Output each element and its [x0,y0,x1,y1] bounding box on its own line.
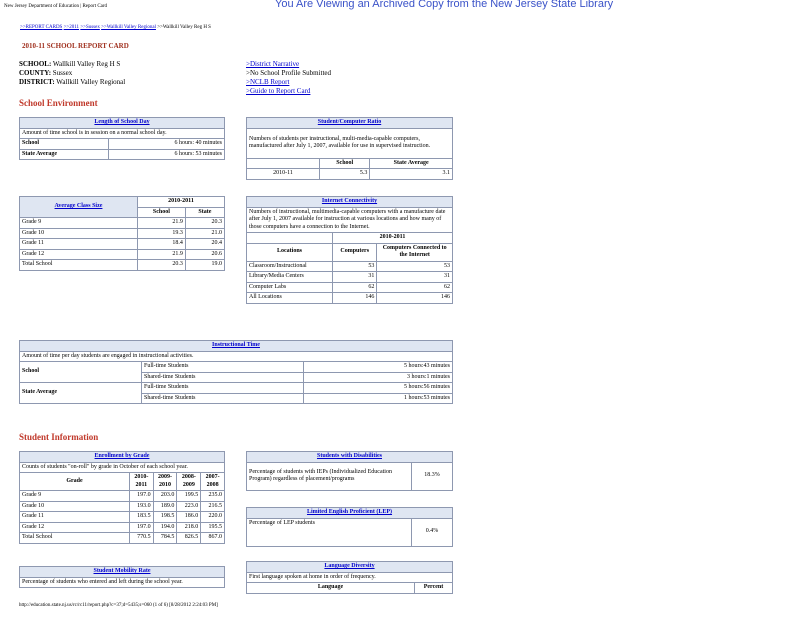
cell: 770.5 [130,533,154,544]
row-label: Grade 10 [20,228,138,239]
cell-connected: 146 [377,293,453,304]
breadcrumb-sussex[interactable]: >>Sussex [80,25,100,30]
table-row [20,491,225,502]
lep-table [246,507,453,547]
internet-table [246,196,453,304]
table-row [20,512,225,523]
cell-type: Shared-time Students [142,372,304,383]
internet-year: 2010-2011 [333,233,453,244]
row-label: School [20,139,109,150]
internet-desc: Numbers of instructional, multimedia-capable computers with a manufacture date after July 1, 2007 available for instruction at various locations and how many of those computers have a connection to the Internet. [247,207,453,233]
section-school-environment: School Environment [19,98,98,108]
row-label: Grade 9 [20,218,138,229]
mobility-desc: Percentage of students who entered and left during the school year. [20,577,225,588]
cell: 867.0 [201,533,225,544]
table-row [247,272,453,283]
archive-banner: You Are Viewing an Archived Copy from the New Jersey State Library [275,0,614,10]
lep-title[interactable]: Limited English Proficient (LEP) [247,508,453,519]
table-row [20,501,225,512]
cell-school: 19.3 [138,228,186,239]
no-profile-text: >No School Profile Submitted [246,69,332,77]
table-row [20,228,225,239]
cell: 198.5 [153,512,177,523]
computer-ratio-title[interactable]: Student/Computer Ratio [247,118,453,129]
cell-value: 5 hours:56 minutes [304,383,453,394]
table-row [20,139,225,150]
cell: 193.0 [130,501,154,512]
table-row [247,261,453,272]
col-state: State [185,207,224,218]
table-row [20,249,225,260]
breadcrumb-2011[interactable]: >>2011 [63,25,80,30]
county-name: Sussex [52,69,73,77]
col-computers: Computers [333,243,377,261]
county-label: COUNTY: [19,69,52,77]
cell: 216.5 [201,501,225,512]
breadcrumb-report-cards[interactable]: >>REPORT CARDS [20,25,63,30]
row-label: Computer Labs [247,282,333,293]
language-title[interactable]: Language Diversity [247,562,453,573]
table-row [20,260,225,271]
cell-state: 20.6 [185,249,224,260]
cell: 203.0 [153,491,177,502]
section-student-information: Student Information [19,432,99,442]
instructional-time-title[interactable]: Instructional Time [20,341,453,352]
cell-school: 20.3 [138,260,186,271]
table-row [20,362,453,373]
row-value: 6 hours: 40 minutes [108,139,224,150]
guide-link[interactable]: >Guide to Report Card [246,87,311,95]
school-label: SCHOOL: [19,60,52,68]
col-year: 2009-2010 [153,473,177,491]
cell-computers: 62 [333,282,377,293]
cell-value: 3 hours:1 minutes [304,372,453,383]
row-label: Grade 11 [20,512,130,523]
col-grade: Grade [20,473,130,491]
col-state: State Average [370,158,453,169]
district-label: DISTRICT: [19,78,55,86]
lep-desc: Percentage of LEP students [247,518,412,546]
cell: 220.0 [201,512,225,523]
col-percent: Percent [415,583,453,594]
row-label: Total School [20,260,138,271]
col-school: School [320,158,370,169]
computer-ratio-table [246,117,453,180]
class-size-table [19,196,225,271]
nclb-report-link[interactable]: >NCLB Report [246,78,290,86]
col-school: School [138,207,186,218]
computer-ratio-desc: Numbers of students per instructional, multi-media-capable computers, manufactured after July 1, 2007, available for use in supervised instruction. [247,128,453,158]
cell-connected: 53 [377,261,453,272]
cell-school: 21.9 [138,218,186,229]
cell-type: Full-time Students [142,362,304,373]
enrollment-desc: Counts of students "on-roll" by grade in October of each school year. [20,462,225,473]
row-label: Grade 12 [20,522,130,533]
col-connected: Computers Connected to the Internet [377,243,453,261]
cell-connected: 62 [377,282,453,293]
language-desc: First language spoken at home in order of frequency. [247,572,453,583]
lep-value: 0.4% [412,518,453,546]
cell-type: Full-time Students [142,383,304,394]
ratio-state: 3.1 [370,169,453,180]
disabilities-value: 18.3% [412,462,453,490]
cell-value: 5 hours:43 minutes [304,362,453,373]
cell: 197.0 [130,522,154,533]
internet-title[interactable]: Internet Connectivity [247,197,453,208]
disabilities-table [246,451,453,491]
table-row [247,169,453,180]
row-label: Total School [20,533,130,544]
row-label: 2010-11 [247,169,320,180]
cell-state: 21.0 [185,228,224,239]
cell: 195.5 [201,522,225,533]
table-row [20,522,225,533]
cell-state: 20.3 [185,218,224,229]
cell: 199.5 [177,491,201,502]
enrollment-table [19,451,225,544]
table-row [20,149,225,160]
breadcrumb-district[interactable]: >>Wallkill Valley Regional [101,25,156,30]
cell: 186.0 [177,512,201,523]
disabilities-desc: Percentage of students with IEPs (Individualized Education Program) regardless of placement/programs [247,462,412,490]
length-of-day-desc: Amount of time school is in session on a normal school day. [20,128,225,139]
row-label: School [20,362,142,383]
ratio-school: 5.3 [320,169,370,180]
cell-connected: 31 [377,272,453,283]
row-label: Grade 11 [20,239,138,250]
table-row [247,282,453,293]
cell: 235.0 [201,491,225,502]
mobility-title[interactable]: Student Mobility Rate [20,567,225,578]
col-year: 2008-2009 [177,473,201,491]
row-label: All Locations [247,293,333,304]
instructional-time-desc: Amount of time per day students are engaged in instructional activities. [20,351,453,362]
district-narrative-link[interactable]: >District Narrative [246,60,300,68]
mobility-table [19,566,225,588]
row-value: 6 hours: 53 minutes [108,149,224,160]
cell-computers: 146 [333,293,377,304]
cell: 218.0 [177,522,201,533]
table-row [20,239,225,250]
enrollment-title[interactable]: Enrollment by Grade [20,452,225,463]
col-locations: Locations [247,243,333,261]
table-row [20,218,225,229]
cell-computers: 31 [333,272,377,283]
row-label: Grade 12 [20,249,138,260]
instructional-time-table [19,340,453,404]
table-row [20,533,225,544]
row-label: Grade 9 [20,491,130,502]
school-info [19,60,125,87]
row-label: Classroom/Instructional [247,261,333,272]
cell-school: 18.4 [138,239,186,250]
table-row [20,383,453,394]
cell: 183.5 [130,512,154,523]
length-of-day-title[interactable]: Length of School Day [20,118,225,129]
cell: 189.0 [153,501,177,512]
cell: 194.0 [153,522,177,533]
cell-school: 21.9 [138,249,186,260]
row-label: State Average [20,383,142,404]
breadcrumb-school: >>Wallkill Valley Reg H S [157,25,211,30]
cell-state: 19.0 [185,260,224,271]
cell: 784.5 [153,533,177,544]
disabilities-title[interactable]: Students with Disabilities [247,452,453,463]
col-year: 2010-2011 [130,473,154,491]
language-table [246,561,453,594]
class-size-year: 2010-2011 [138,197,225,208]
district-name: Wallkill Valley Regional [56,78,126,86]
school-name: Wallkill Valley Reg H S [52,60,121,68]
cell-computers: 53 [333,261,377,272]
table-row [247,293,453,304]
cell: 826.5 [177,533,201,544]
col-language: Language [247,583,415,594]
row-label: Library/Media Centers [247,272,333,283]
length-of-day-table [19,117,225,160]
report-title: 2010-11 SCHOOL REPORT CARD [22,42,129,50]
row-label: Grade 10 [20,501,130,512]
breadcrumb [20,25,211,30]
cell-value: 1 hours:53 minutes [304,393,453,404]
cell: 223.0 [177,501,201,512]
footer-url: http://education.state.nj.us/rc/rc11/report.php?c=37;d=5435;s=060 (1 of 6) [8/28/2012 2:24:03 PM] [19,603,218,608]
class-size-title[interactable]: Average Class Size [20,197,138,218]
cell-state: 20.4 [185,239,224,250]
row-label: State Average [20,149,109,160]
cell: 197.0 [130,491,154,502]
side-links [246,60,331,96]
header-title: New Jersey Department of Education | Report Card [4,4,108,9]
col-year: 2007-2008 [201,473,225,491]
cell-type: Shared-time Students [142,393,304,404]
